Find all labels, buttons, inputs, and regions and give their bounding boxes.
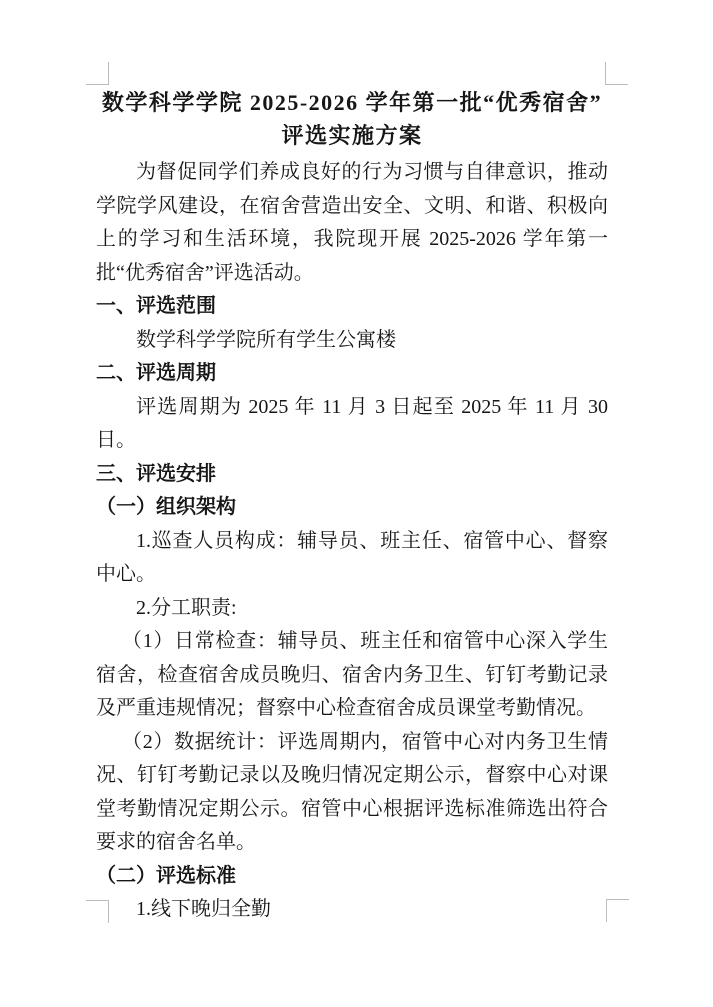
document-title-line1: 数学科学学院 2025-2026 学年第一批“优秀宿舍”	[101, 90, 603, 115]
section-heading: 二、评选周期	[96, 362, 216, 384]
crop-mark-top-right	[605, 62, 628, 85]
sub-heading: （二）评选标准	[96, 864, 236, 887]
crop-mark-top-left	[86, 62, 109, 85]
paragraph: 1.线下晚归全勤	[136, 898, 271, 920]
document-body	[96, 156, 608, 927]
paragraph: 1.巡查人员构成：辅导员、班主任、宿管中心、督察中心。	[96, 529, 608, 585]
paragraph: 评选周期为 2025 年 11 月 3 日起至 2025 年 11 月 30 日。	[96, 395, 608, 451]
document-title-line2: 评选实施方案	[281, 123, 423, 148]
paragraph: 2.分工职责:	[136, 596, 237, 619]
document-content	[96, 86, 608, 927]
crop-mark-bottom-right	[606, 899, 629, 922]
paragraph: （1）日常检查：辅导员、班主任和宿管中心深入学生宿舍，检查宿舍成员晚归、宿舍内务卫生、钉钉考勤记录及严重违规情况；督察中心检查宿舍成员课堂考勤情况。	[96, 630, 608, 719]
paragraph: 数学科学学院所有学生公寓楼	[136, 328, 396, 351]
paragraph: 为督促同学们养成良好的行为习惯与自律意识，推动学院学风建设，在宿舍营造出安全、文明、和谐、积极向上的学习和生活环境，我院现开展 2025-2026 学年第一批“优秀宿舍”评选活动。	[96, 161, 608, 284]
section-heading: 三、评选安排	[96, 462, 216, 485]
sub-heading: （一）组织架构	[96, 496, 236, 518]
section-heading: 一、评选范围	[96, 295, 216, 317]
paragraph: （2）数据统计：评选周期内，宿管中心对内务卫生情况、钉钉考勤记录以及晚归情况定期公示，督察中心对课堂考勤情况定期公示。宿管中心根据评选标准筛选出符合要求的宿舍名单。	[96, 730, 608, 853]
